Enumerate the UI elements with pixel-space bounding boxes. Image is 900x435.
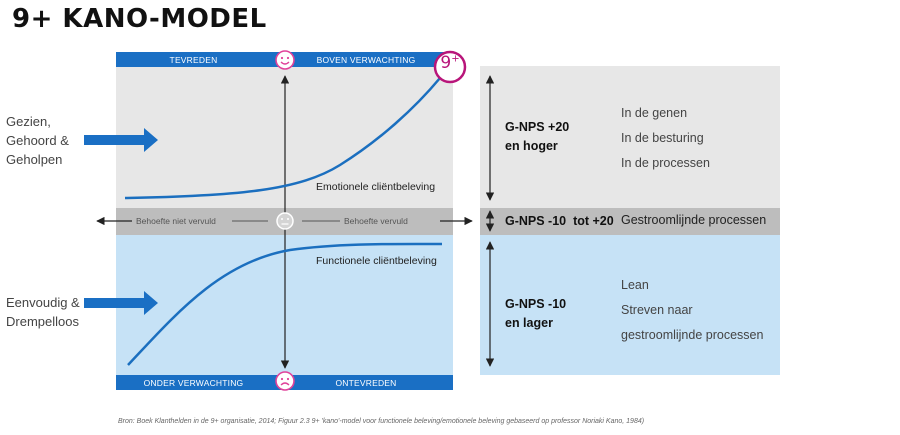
- list-item: Streven naar: [621, 303, 693, 317]
- band-dissatisfied: ONTEVREDEN: [335, 378, 397, 388]
- nps-mid-label: G-NPS -10 tot +20: [505, 214, 614, 228]
- list-item: In de processen: [621, 156, 710, 170]
- left-label-bottom: Eenvoudig & Drempelloos: [6, 295, 80, 329]
- nine-plus-badge: 9+: [440, 53, 460, 73]
- nps-high-label: G-NPS +20 en hoger: [505, 120, 570, 153]
- list-item: In de genen: [621, 106, 688, 120]
- band-below-expectation: ONDER VERWACHTING: [143, 378, 244, 388]
- nps-low-items: [621, 278, 763, 353]
- source-note: Bron: Boek Klanthelden in de 9+ organisatie, 2014; Figuur 2.3 9+ 'kano'-model voor functionele beleving/emotionele beleving gebaseerd op professor Noriaki Kano, 1984): [118, 418, 645, 425]
- list-item: Lean: [621, 278, 649, 292]
- nps-mid-item: Gestroomlijnde processen: [621, 213, 767, 227]
- neutral-face-icon: [277, 213, 293, 229]
- band-above-expectation: BOVEN VERWACHTING: [316, 55, 416, 65]
- list-item: gestroomlijnde processen: [621, 328, 764, 342]
- need-fulfilled-label: Behoefte vervuld: [344, 216, 408, 226]
- nps-low-label: G-NPS -10 en lager: [505, 297, 567, 330]
- happy-face-icon: [276, 51, 294, 69]
- emotional-curve-label: Emotionele cliëntbeleving: [316, 181, 436, 193]
- functional-curve-label: Functionele cliëntbeleving: [316, 255, 437, 267]
- page-title: 9+ KANO-MODEL: [12, 4, 267, 34]
- left-label-top: Gezien, Gehoord & Geholpen: [6, 114, 69, 167]
- band-satisfied: TEVREDEN: [169, 55, 218, 65]
- list-item: In de besturing: [621, 131, 704, 145]
- need-not-fulfilled-label: Behoefte niet vervuld: [136, 216, 216, 226]
- sad-face-icon: [276, 372, 294, 390]
- nps-high-items: [621, 106, 710, 181]
